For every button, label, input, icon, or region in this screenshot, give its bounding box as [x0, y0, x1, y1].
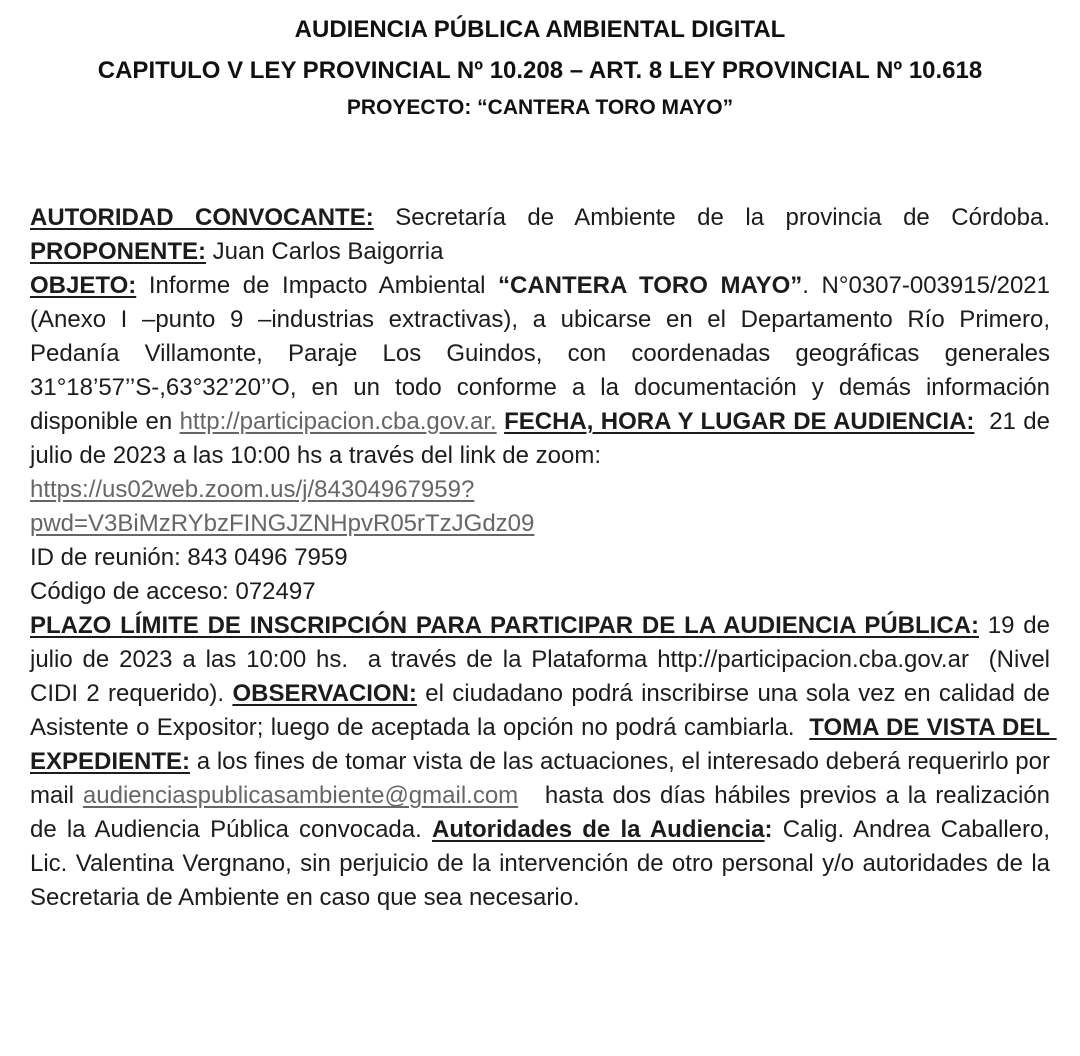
text-segment-normal: . N°0307-003915/2021 (Anexo I –punto 9 –industrias extractivas), a ubicarse en el Departamento Río Primero, Pedanía Villamonte, Paraje Los Guindos, con coordenadas geográficas generales 31°18’57’’S-,63°32’20’’O, en un todo conforme a la documentación y demás información disponible en	[30, 272, 1057, 435]
text-segment-normal: hasta dos días hábiles previos a la realización de la Audiencia Pública convocada.	[30, 782, 1057, 843]
title-line-3: PROYECTO: “CANTERA TORO MAYO”	[346, 96, 734, 119]
zoom-link	[30, 473, 975, 541]
access-code-line	[30, 575, 1050, 609]
text-segment-normal: Juan Carlos Baigorria	[206, 238, 444, 265]
text-segment-normal: Secretaría de Ambiente de la provincia de Córdoba.	[373, 204, 1051, 231]
text-segment-label: OBSERVACION:	[232, 680, 417, 707]
zoom-meeting-link[interactable]: https://us02web.zoom.us/j/84304967959?pwd=V3BiMzRYbzFINGJZNHpvR05rTzJGdz09	[30, 476, 535, 537]
text-segment-label: PLAZO LÍMITE DE INSCRIPCIÓN PARA PARTICIPAR DE LA AUDIENCIA PÚBLICA:	[30, 612, 979, 639]
text-segment-label: Autoridades de la Audiencia	[432, 816, 765, 843]
text-segment-normal: 19 de julio de 2023 a las 10:00 hs. a través de la Plataforma http://participacion.cba.gov.ar (Nivel CIDI 2 requerido).	[30, 612, 1057, 707]
text-segment-normal: ID de reunión: 843 0496 7959	[30, 544, 348, 571]
text-segment-normal: a los fines de tomar vista de las actuaciones, el interesado deberá requerirlo por mail	[30, 748, 1057, 809]
meeting-id-line	[30, 541, 1050, 575]
text-segment-normal: Calig. Andrea Caballero, Lic. Valentina Vergnano, sin perjuicio de la intervención de otro personal y/o autoridades de la Secretaria de Ambiente en caso que sea necesario.	[30, 816, 1057, 911]
objeto-fecha-paragraph	[30, 269, 1057, 473]
text-segment-normal	[497, 408, 504, 435]
document-body	[30, 201, 1057, 915]
text-segment-normal: Informe de Impacto Ambiental	[136, 272, 498, 299]
text-segment-bold: :	[764, 816, 773, 843]
text-segment-label: OBJETO:	[30, 272, 137, 299]
title-line-2: CAPITULO V LEY PROVINCIAL Nº 10.208 – ART. 8 LEY PROVINCIAL Nº 10.618	[97, 57, 983, 84]
text-segment-label: FECHA, HORA Y LUGAR DE AUDIENCIA:	[504, 408, 975, 435]
text-segment-label: AUTORIDAD CONVOCANTE:	[30, 204, 374, 231]
participacion-link[interactable]: http://participacion.cba.gov.ar.	[179, 408, 497, 435]
autoridad-convocante-line	[30, 201, 1050, 235]
text-segment-label: TOMA DE VISTA DEL EXPEDIENTE:	[30, 714, 1057, 775]
plazo-observacion-toma-autoridades-paragraph	[30, 609, 1057, 915]
proponente-line	[30, 235, 1050, 269]
text-segment-bold: “CANTERA TORO MAYO”	[498, 272, 803, 299]
document-header	[30, 0, 1050, 121]
text-segment-normal: Código de acceso: 072497	[30, 578, 316, 605]
email-link[interactable]: audienciaspublicasambiente@gmail.com	[82, 782, 519, 809]
text-segment-normal: 21 de julio de 2023 a las 10:00 hs a través del link de zoom:	[30, 408, 1057, 469]
text-segment-normal: el ciudadano podrá inscribirse una sola vez en calidad de Asistente o Expositor; luego de aceptada la opción no podrá cambiarla.	[30, 680, 1056, 741]
text-segment-label: PROPONENTE:	[30, 238, 207, 265]
title-line-1: AUDIENCIA PÚBLICA AMBIENTAL DIGITAL	[294, 16, 786, 43]
